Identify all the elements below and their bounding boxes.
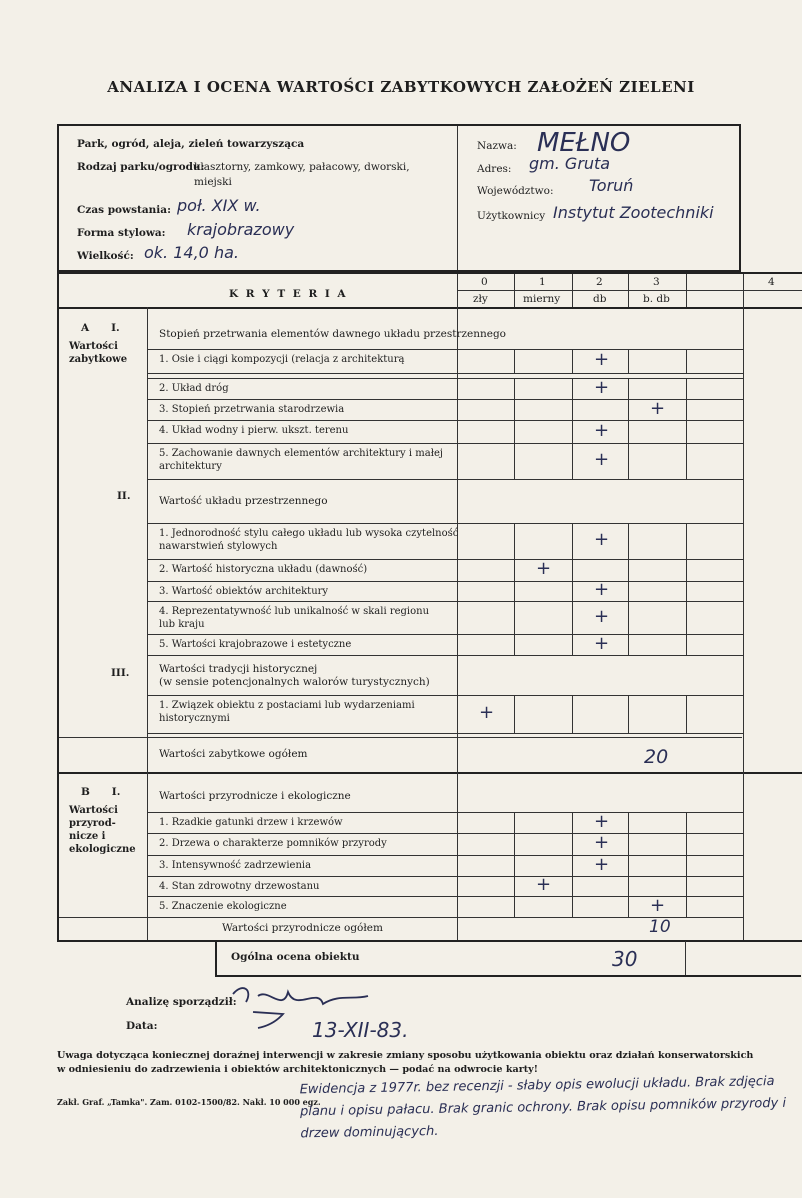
row-top-line <box>147 601 743 602</box>
header-bottom-line <box>59 307 802 309</box>
row-col-line <box>686 634 687 655</box>
row-col-line <box>686 443 687 479</box>
row-col-line <box>572 378 573 399</box>
row-col-line <box>514 695 515 733</box>
row-top-line <box>147 876 743 877</box>
score-0-num: 0 <box>481 276 488 288</box>
date-label: Data: <box>126 1020 158 1032</box>
row-col-line <box>628 876 629 896</box>
object-info-box <box>57 124 741 272</box>
print-info: Zakł. Graf. „Tamka". Zam. 0102-1500/82. Nakł. 10 000 egz. <box>57 1097 321 1107</box>
criterion-label: 4. Układ wodny i pierw. ukszt. terenu <box>159 425 349 436</box>
header-divider <box>457 126 458 270</box>
section-b-top <box>59 772 802 774</box>
score-0-label: zły <box>473 293 488 305</box>
row-col-line <box>572 812 573 833</box>
col-divider-5 <box>743 274 744 940</box>
row-col-line <box>686 349 687 373</box>
row-col-line <box>628 581 629 601</box>
row-col-line <box>572 420 573 443</box>
group-a2-label: Wartość układu przestrzennego <box>159 495 328 507</box>
row-col-line <box>628 855 629 876</box>
row-top-line <box>147 634 743 635</box>
time-value: poł. XIX w. <box>177 196 261 215</box>
row-bottom-line <box>147 733 743 734</box>
row-top-line <box>147 833 743 834</box>
style-label: Forma stylowa: <box>77 227 166 239</box>
criterion-label: 3. Wartość obiektów architektury <box>159 586 329 597</box>
total-a-label: Wartości zabytkowe ogółem <box>159 748 308 760</box>
form-title: ANALIZA I OCENA WARTOŚCI ZABYTKOWYCH ZAŁOŻEŃ ZIELENI <box>107 78 695 96</box>
row-col-line <box>514 378 515 399</box>
row-col-line <box>628 812 629 833</box>
score-mark: + <box>594 632 610 654</box>
row-top-line <box>147 420 743 421</box>
section-col-divider <box>147 307 148 940</box>
overall-divider <box>685 941 686 975</box>
score-mark: + <box>479 702 495 723</box>
score-mark: + <box>594 605 610 627</box>
style-value: krajobrazowy <box>187 220 295 239</box>
row-col-line <box>628 349 629 373</box>
criteria-header: K R Y T E R I A <box>229 288 348 300</box>
row-col-line <box>572 399 573 420</box>
row-top-line <box>147 523 743 524</box>
criterion-label: 3. Intensywność zadrzewienia <box>159 860 312 871</box>
row-col-line <box>572 523 573 559</box>
roman-2: II. <box>117 490 131 502</box>
row-col-line <box>572 601 573 634</box>
score-mark: + <box>594 579 610 600</box>
row-col-line <box>514 581 515 601</box>
overall-value: 30 <box>612 947 638 971</box>
row-top-line <box>147 559 743 560</box>
row-col-line <box>572 876 573 896</box>
criterion-label: 1. Osie i ciągi kompozycji (relacja z architekturą <box>159 354 405 365</box>
row-col-line <box>514 399 515 420</box>
name-label: Nazwa: <box>477 140 517 152</box>
score-2-label: db <box>593 293 607 305</box>
row-col-line <box>514 896 515 917</box>
row-col-line <box>686 399 687 420</box>
row-col-line <box>572 896 573 917</box>
type-options: klasztorny, zamkowy, pałacowy, dworski, <box>194 161 410 173</box>
section-b-name: Wartości przyrod- nicze i ekologiczne <box>69 805 136 855</box>
row-col-line <box>628 695 629 733</box>
criterion-label: 1. Jednorodność stylu całego układu lub wysoka czytelność nawarstwień stylowych <box>159 528 459 552</box>
criterion-label: 4. Stan zdrowotny drzewostanu <box>159 881 320 892</box>
score-2-num: 2 <box>596 276 603 288</box>
row-col-line <box>686 420 687 443</box>
note-line-1: Uwaga dotycząca koniecznej doraźnej interwencji w zakresie zmiany sposobu użytkowania obiektu oraz działań konserwatorskich <box>57 1050 754 1061</box>
voivodeship-value: Toruń <box>589 176 634 195</box>
row-col-line <box>686 896 687 917</box>
type-options-2: miejski <box>194 176 232 188</box>
row-col-line <box>572 349 573 373</box>
score-mark: + <box>594 419 610 441</box>
score-mark: + <box>536 558 552 579</box>
group-b1-label: Wartości przyrodnicze i ekologiczne <box>159 790 351 802</box>
row-top-line <box>147 378 743 379</box>
row-top-line <box>147 443 743 444</box>
row-col-line <box>572 634 573 655</box>
row-col-line <box>514 855 515 876</box>
score-mark: + <box>594 376 610 398</box>
total-b-value: 10 <box>649 917 671 937</box>
criterion-label: 5. Zachowanie dawnych elementów architektury i małej architektury <box>159 448 443 472</box>
section-a-heading: A I. <box>81 322 120 334</box>
score-mark: + <box>650 397 666 419</box>
row-top-line <box>147 349 743 350</box>
row-col-line <box>686 876 687 896</box>
row-top-line <box>147 695 743 696</box>
address-value: gm. Gruta <box>529 154 611 173</box>
score-mark: + <box>594 529 610 550</box>
row-col-line <box>628 399 629 420</box>
score-mark: + <box>536 874 552 895</box>
row-col-line <box>628 443 629 479</box>
row-col-line <box>572 695 573 733</box>
total-a-value: 20 <box>644 746 669 768</box>
voivodeship-label: Województwo: <box>477 185 554 197</box>
score-3-label: b. db <box>643 293 670 305</box>
row-col-line <box>686 523 687 559</box>
row-col-line <box>572 833 573 855</box>
overall-label: Ogólna ocena obiektu <box>231 951 360 963</box>
row-col-line <box>686 855 687 876</box>
score-mark: + <box>594 349 610 370</box>
row-top-line <box>147 812 743 813</box>
score-header-line <box>457 290 802 291</box>
row-col-line <box>514 601 515 634</box>
users-label: Użytkownicy <box>477 210 546 222</box>
score-mark: + <box>594 810 610 832</box>
total-a-top <box>59 737 742 738</box>
date-value: 13-XII-83. <box>312 1018 409 1042</box>
size-label: Wielkość: <box>77 250 134 262</box>
row-col-line <box>686 695 687 733</box>
row-col-line <box>514 876 515 896</box>
criteria-table <box>57 272 802 942</box>
criterion-label: 1. Związek obiektu z postaciami lub wydarzeniami historycznymi <box>159 700 415 724</box>
col-divider-3 <box>628 274 629 307</box>
note-line-2: w odniesieniu do zadrzewienia i obiektów architektonicznych — podać na odwrocie karty! <box>57 1064 538 1075</box>
score-mark: + <box>650 894 666 916</box>
row-col-line <box>514 349 515 373</box>
row-col-line <box>686 601 687 634</box>
row-col-line <box>628 523 629 559</box>
score-mark: + <box>594 449 610 470</box>
section-b-heading: B I. <box>81 786 121 798</box>
row-col-line <box>514 523 515 559</box>
total-b-label: Wartości przyrodnicze ogółem <box>222 922 383 934</box>
col-divider-1 <box>514 274 515 307</box>
row-col-line <box>686 378 687 399</box>
size-value: ok. 14,0 ha. <box>144 243 239 262</box>
score-mark: + <box>594 832 610 853</box>
roman-3: III. <box>111 667 130 679</box>
row-col-line <box>572 443 573 479</box>
row-col-line <box>686 581 687 601</box>
criterion-label: 1. Rzadkie gatunki drzew i krzewów <box>159 817 343 828</box>
score-1-num: 1 <box>539 276 546 288</box>
row-col-line <box>628 559 629 581</box>
row-col-line <box>686 833 687 855</box>
row-col-line <box>514 634 515 655</box>
row-col-line <box>572 581 573 601</box>
park-label: Park, ogród, aleja, zieleń towarzysząca <box>77 138 305 150</box>
row-col-line <box>686 559 687 581</box>
handwritten-notes: Ewidencja z 1977r. bez recenzji - słaby opis ewolucji układu. Brak zdjęcia planu i opisu pałacu. Brak granic ochrony. Brak opisu pomników przyrody i drzew dominujących. <box>299 1074 787 1142</box>
score-mark: + <box>594 853 610 875</box>
row-top-line <box>147 855 743 856</box>
row-col-line <box>628 833 629 855</box>
score-1-label: mierny <box>523 293 561 305</box>
criterion-label: 4. Reprezentatywność lub unikalność w skali regionu lub kraju <box>159 606 430 630</box>
score-3-num: 3 <box>653 276 660 288</box>
col-divider-4 <box>686 274 687 307</box>
score-4-num: 4 <box>768 276 775 288</box>
group-a1-label: Stopień przetrwania elementów dawnego układu przestrzennego <box>159 328 506 340</box>
type-label: Rodzaj parku/ogrodu: <box>77 161 205 173</box>
name-value: MEŁNO <box>537 128 631 158</box>
row-bottom-line <box>147 655 743 656</box>
criterion-label: 3. Stopień przetrwania starodrzewia <box>159 404 345 415</box>
row-col-line <box>514 420 515 443</box>
criterion-label: 5. Znaczenie ekologiczne <box>159 901 287 912</box>
row-col-line <box>628 601 629 634</box>
row-col-line <box>572 855 573 876</box>
row-col-line <box>628 896 629 917</box>
group-a3-label: Wartości tradycji historycznej (w sensie potencjonalnych walorów turystycznych) <box>159 663 430 688</box>
users-value: Instytut Zootechniki <box>553 203 714 222</box>
criterion-label: 2. Drzewa o charakterze pomników przyrody <box>159 838 387 849</box>
criterion-label: 2. Wartość historyczna układu (dawność) <box>159 564 368 575</box>
row-bottom-line <box>147 479 743 480</box>
section-a-name: Wartości zabytkowe <box>69 341 128 365</box>
row-col-line <box>514 443 515 479</box>
time-label: Czas powstania: <box>77 204 171 216</box>
row-col-line <box>686 812 687 833</box>
row-col-line <box>514 812 515 833</box>
criterion-label: 5. Wartości krajobrazowe i estetyczne <box>159 639 352 650</box>
row-col-line <box>628 378 629 399</box>
criterion-label: 2. Układ dróg <box>159 383 229 394</box>
row-col-line <box>628 634 629 655</box>
col-divider-2 <box>572 274 573 307</box>
address-label: Adres: <box>477 163 512 175</box>
row-col-line <box>572 559 573 581</box>
row-bottom-line <box>147 373 743 374</box>
row-col-line <box>514 833 515 855</box>
row-col-line <box>514 559 515 581</box>
row-top-line <box>147 581 743 582</box>
row-col-line <box>628 420 629 443</box>
prepared-label: Analizę sporządził: <box>126 996 237 1008</box>
overall-box <box>215 941 801 977</box>
